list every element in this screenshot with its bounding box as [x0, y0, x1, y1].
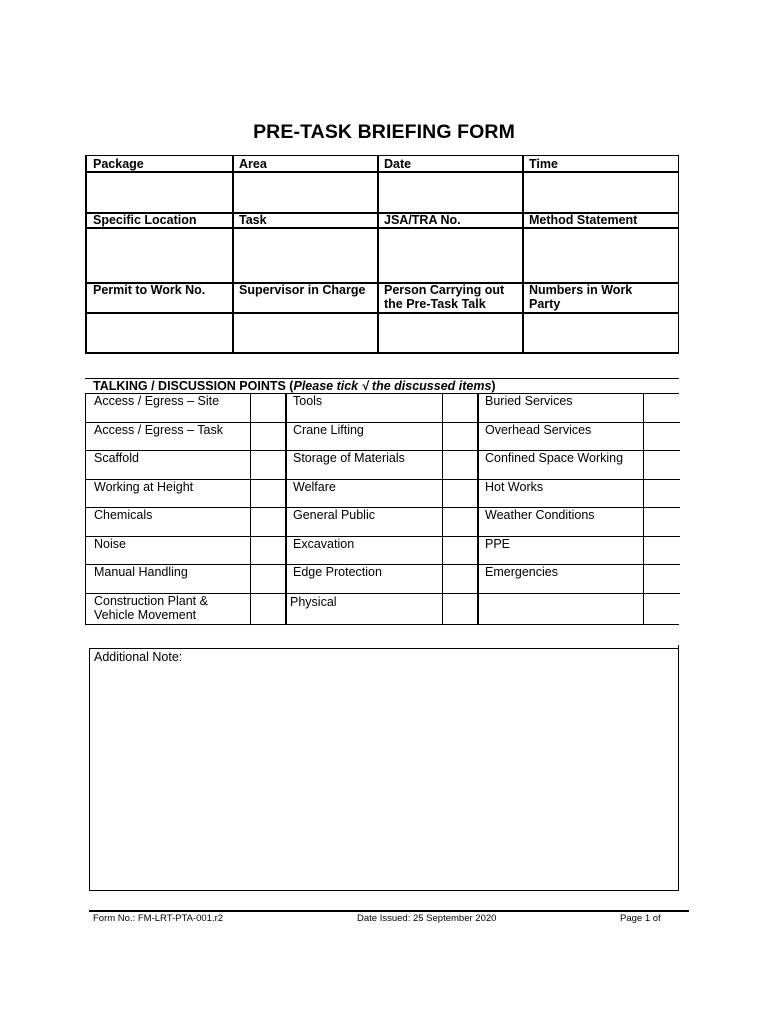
list-item: Vehicle Movement [94, 608, 197, 622]
input-date[interactable] [379, 173, 522, 212]
additional-note-box[interactable] [89, 648, 679, 891]
tick-blank[interactable] [644, 594, 680, 624]
input-specific-location[interactable] [87, 229, 232, 282]
list-item: Excavation [293, 537, 355, 551]
form-title: PRE-TASK BRIEFING FORM [253, 121, 515, 143]
input-jsa-tra-no[interactable] [379, 229, 522, 282]
list-item: Access / Egress – Task [94, 423, 223, 437]
tick-edge-protection[interactable] [443, 565, 477, 594]
footer-page: Page 1 of [620, 913, 661, 924]
label-person-carrying-out [384, 283, 504, 311]
list-item: Chemicals [94, 508, 153, 522]
list-item: Scaffold [94, 451, 139, 465]
tick-weather-conditions[interactable] [644, 508, 680, 537]
list-item: Hot Works [485, 480, 544, 494]
label-numbers-in-work-party [529, 283, 632, 311]
tick-noise[interactable] [251, 537, 285, 565]
label-date: Date [384, 157, 412, 171]
talking-points-header [85, 378, 679, 393]
tick-access-egress-site[interactable] [251, 394, 285, 423]
input-supervisor[interactable] [234, 314, 377, 352]
label-person-carrying-out-line1: Person Carrying out [384, 283, 505, 297]
list-item: Overhead Services [485, 423, 592, 437]
label-task: Task [239, 213, 267, 227]
input-time[interactable] [524, 173, 679, 212]
list-item: Emergencies [485, 565, 558, 579]
list-item: Physical [290, 595, 337, 609]
border-tick [678, 645, 679, 649]
tick-crane-lifting[interactable] [443, 423, 477, 451]
list-item: Confined Space Working [485, 451, 624, 465]
input-permit-to-work[interactable] [87, 314, 232, 352]
footer-date-issued: Date Issued: 25 September 2020 [357, 913, 497, 924]
list-item: Edge Protection [293, 565, 382, 579]
footer-rule [89, 910, 689, 912]
tick-scaffold[interactable] [251, 451, 285, 480]
tick-ppe[interactable] [644, 537, 680, 565]
info-grid [85, 155, 679, 354]
label-supervisor: Supervisor in Charge [239, 283, 366, 297]
input-method-statement[interactable] [524, 229, 679, 282]
talking-header-close: ) [491, 379, 496, 393]
talking-header-instruction: Please tick √ the discussed items [293, 379, 492, 393]
talking-points-table [85, 393, 679, 625]
tick-welfare[interactable] [443, 480, 477, 508]
tick-chemicals[interactable] [251, 508, 285, 537]
list-item: Access / Egress – Site [94, 394, 220, 408]
label-person-carrying-out-line2: the Pre-Task Talk [384, 297, 486, 311]
tick-excavation[interactable] [443, 537, 477, 565]
label-package: Package [93, 157, 144, 171]
tick-construction-plant[interactable] [251, 594, 285, 624]
list-item: Noise [94, 537, 126, 551]
list-item: Working at Height [94, 480, 194, 494]
input-task[interactable] [234, 229, 377, 282]
label-numbers-line2: Party [529, 297, 561, 311]
tick-emergencies[interactable] [644, 565, 680, 594]
tick-storage-of-materials[interactable] [443, 451, 477, 480]
list-item: Welfare [293, 480, 336, 494]
list-item: Construction Plant & [94, 594, 208, 608]
label-specific-location: Specific Location [93, 213, 197, 227]
tick-physical[interactable] [443, 594, 477, 624]
tick-buried-services[interactable] [644, 394, 680, 423]
additional-note-label: Additional Note: [94, 650, 183, 664]
tick-tools[interactable] [443, 394, 477, 423]
list-item: Manual Handling [94, 565, 188, 579]
tick-confined-space[interactable] [644, 451, 680, 480]
table-divider [477, 394, 479, 624]
tick-access-egress-task[interactable] [251, 423, 285, 451]
table-divider [285, 394, 287, 624]
label-area: Area [239, 157, 267, 171]
input-package[interactable] [87, 173, 232, 212]
talking-header-text: TALKING / DISCUSSION POINTS ( [93, 379, 294, 393]
tick-general-public[interactable] [443, 508, 477, 537]
list-item: Weather Conditions [485, 508, 595, 522]
input-numbers-in-work-party[interactable] [524, 314, 679, 352]
label-permit-to-work: Permit to Work No. [93, 283, 206, 297]
label-time: Time [529, 157, 558, 171]
tick-hot-works[interactable] [644, 480, 680, 508]
label-method-statement: Method Statement [529, 213, 638, 227]
input-area[interactable] [234, 173, 377, 212]
list-item: General Public [293, 508, 375, 522]
label-numbers-line1: Numbers in Work [529, 283, 633, 297]
list-item: Crane Lifting [293, 423, 364, 437]
talking-points-section [85, 378, 679, 625]
list-item: PPE [485, 537, 511, 551]
table-row [86, 537, 680, 565]
tick-overhead-services[interactable] [644, 423, 680, 451]
label-jsa-tra-no: JSA/TRA No. [384, 213, 461, 227]
tick-working-at-height[interactable] [251, 480, 285, 508]
tick-manual-handling[interactable] [251, 565, 285, 594]
list-item: Storage of Materials [293, 451, 405, 465]
footer-form-no: Form No.: FM-LRT-PTA-001.r2 [93, 913, 224, 924]
list-item: Tools [293, 394, 323, 408]
input-person-carrying-out[interactable] [379, 314, 522, 352]
list-item: Buried Services [485, 394, 573, 408]
